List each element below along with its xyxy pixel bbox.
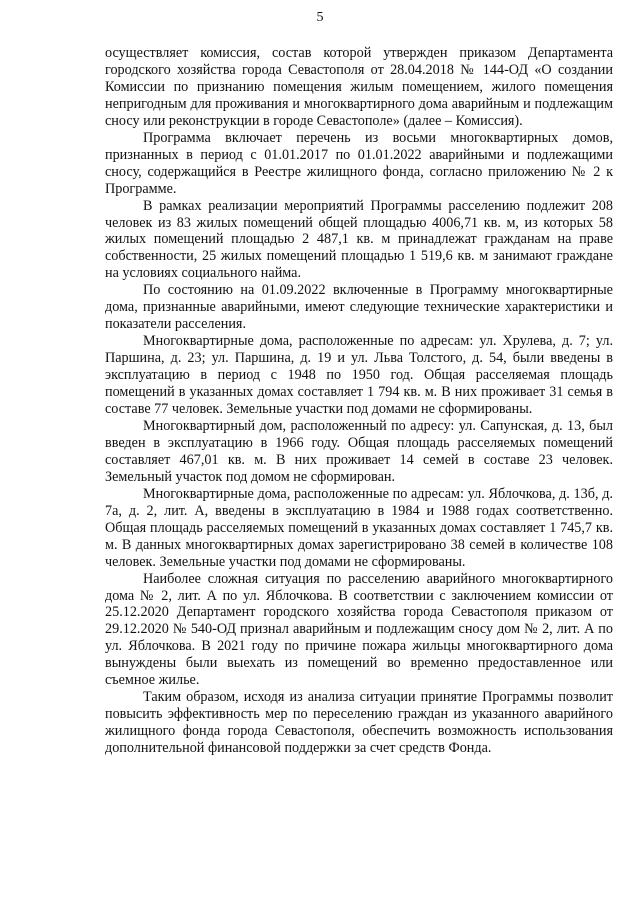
body-text xyxy=(105,45,613,757)
paragraph-status-date: По состоянию на 01.09.2022 включенные в Программу многоквартирные дома, признанные аварийными, имеют следующие технические характеристики и показатели расселения. xyxy=(105,282,613,333)
paragraph-house-sapunskaya: Многоквартирный дом, расположенный по адресу: ул. Сапунская, д. 13, был введен в эксплуатацию в 1966 году. Общая площадь расселяемых помещений составляет 467,01 кв. м. В них проживает 14 семей в составе 23 человек. Земельный участок под домом не сформирован. xyxy=(105,417,613,485)
paragraph-resettlement-volume: В рамках реализации мероприятий Программы расселению подлежит 208 человек из 83 жилых помещений общей площадью 4006,71 кв. м, из которых 58 жилых помещений площадью 2 487,1 кв. м принадлежат гражданам на праве собственности, 25 жилых помещений площадью 1 519,6 кв. м занимают граждане на условиях социального найма. xyxy=(105,197,613,282)
page-number: 5 xyxy=(316,10,324,25)
paragraph-difficult-situation: Наиболее сложная ситуация по расселению аварийного многоквартирного дома № 2, лит. А по ул. Яблочкова. В соответствии с заключением комиссии от 25.12.2020 Департамент городского хозяйства города Севастополя приказом от 29.12.2020 № 540-ОД признал аварийным и подлежащим сносу дом № 2, лит. А по ул. Яблочкова. В 2021 году по причине пожара жильцы многоквартирного дома вынуждены были выехать из помещений во временно предоставленное или съемное жилье. xyxy=(105,570,613,689)
paragraph-conclusion: Таким образом, исходя из анализа ситуации принятие Программы позволит повысить эффективность мер по переселению граждан из указанного аварийного жилищного фонда города Севастополя, обеспечить возможность использования дополнительной финансовой поддержки за счет средств Фонда. xyxy=(105,689,613,757)
paragraph-houses-yablochkova: Многоквартирные дома, расположенные по адресам: ул. Яблочкова, д. 13б, д. 7а, д. 2, лит. А, введены в эксплуатацию в 1984 и 1988 годах соответственно. Общая площадь расселяемых помещений в указанных домах составляет 1 745,7 кв. м. В данных многоквартирных домах зарегистрировано 38 семей в количестве 108 человек. Земельные участки под домами не сформированы. xyxy=(105,485,613,570)
paragraph-commission: осуществляет комиссия, состав которой утвержден приказом Департамента городского хозяйства города Севастополя от 28.04.2018 № 144-ОД «О создании Комиссии по признанию помещения жилым помещением, жилого помещения непригодным для проживания и многоквартирного дома аварийным и подлежащим сносу или реконструкции в городе Севастополе» (далее – Комиссия). xyxy=(105,45,613,129)
paragraph-program-list: Программа включает перечень из восьми многоквартирных домов, признанных в период с 01.01.2017 по 01.01.2022 аварийными и подлежащими сносу, содержащийся в Реестре жилищного фонда, согласно приложению № 2 к Программе. xyxy=(105,129,613,197)
paragraph-houses-khruleva: Многоквартирные дома, расположенные по адресам: ул. Хрулева, д. 7; ул. Паршина, д. 23; ул. Паршина, д. 19 и ул. Льва Толстого, д. 54, были введены в эксплуатацию в период с 1948 по 1950 год. Общая расселяемая площадь помещений в указанных домах составляет 1 794 кв. м. В них проживает 31 семья в составе 77 человек. Земельные участки под домами не сформированы. xyxy=(105,333,613,418)
